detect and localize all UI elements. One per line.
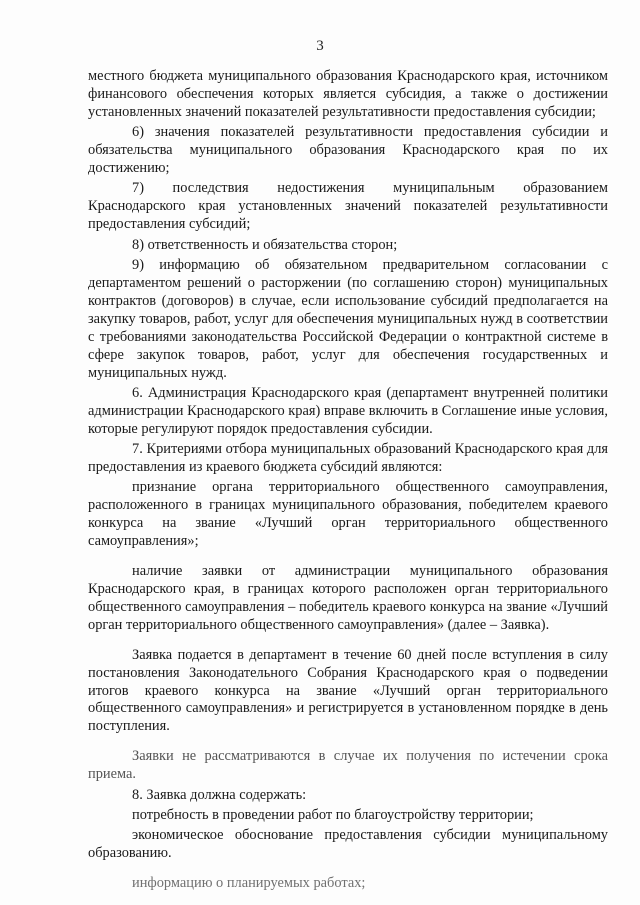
paragraph-requirement-1: потребность в проведении работ по благоустройству территории; bbox=[132, 806, 534, 823]
paragraph-item-6: 6) значения показателей результативности предоставления субсидии и обязательства муниципального образования Краснодарского края по их достижению; bbox=[88, 124, 608, 177]
paragraph-item-8: 8) ответственность и обязательства сторон; bbox=[132, 236, 398, 253]
paragraph-item-9: 9) информацию об обязательном предварительном согласовании с департаментом решений о расторжении (по соглашению сторон) муниципальных контрактов (договоров) в случае, если использование субсидий предполагается на закупку товаров, работ, услуг для обеспечения муниципальных нужд в соответствии с требованиями законодательства Российской Федерации о контрактной системе в сфере закупок товаров, работ, услуг для обеспечения государственных и муниципальных нужд. bbox=[88, 257, 608, 381]
paragraph-continuation: местного бюджета муниципального образования Краснодарского края, источником финансового обеспечения которых является субсидия, а также о достижении установленных значений показателей результативности предоставления субсидии; bbox=[88, 68, 608, 120]
page-number: 3 bbox=[316, 38, 324, 54]
paragraph-requirement-3: информацию о планируемых работах; bbox=[132, 875, 366, 892]
paragraph-item-7: 7) последствия недостижения муниципальным образованием Краснодарского края установленных значений показателей результативности предоставления субсидий; bbox=[88, 180, 608, 233]
paragraph-requirement-2: экономическое обоснование предоставления субсидии муниципальному образованию. bbox=[88, 827, 608, 862]
paragraph-application-deadline: Заявка подается в департамент в течение 60 дней после вступления в силу постановления Законодательного Собрания Краснодарского края о подведении итогов краевого конкурса на звание «Лучший орган территориального общественного самоуправления» и регистрируется в установленном порядке в день поступления. bbox=[88, 646, 608, 735]
paragraph-application-rejection: Заявки не рассматриваются в случае их получения по истечении срока приема. bbox=[88, 748, 608, 783]
paragraph-criterion-2: наличие заявки от администрации муниципального образования Краснодарского края, в границах которого расположен орган территориального общественного самоуправления – победитель краевого конкурса на звание «Лучший орган территориального общественного самоуправления» (далее – Заявка). bbox=[88, 563, 608, 633]
paragraph-section-7: 7. Критериями отбора муниципальных образований Краснодарского края для предоставления из краевого бюджета субсидий являются: bbox=[88, 441, 608, 476]
paragraph-section-6: 6. Администрация Краснодарского края (департамент внутренней политики администрации Краснодарского края) вправе включить в Соглашение иные условия, которые регулируют порядок предоставления субсидии. bbox=[88, 384, 608, 437]
paragraph-criterion-1: признание органа территориального общественного самоуправления, расположенного в границах муниципального образования, победителем краевого конкурса на звание «Лучший орган территориального общественного самоуправления»; bbox=[88, 479, 608, 550]
document-body bbox=[88, 68, 608, 896]
paragraph-section-8: 8. Заявка должна содержать: bbox=[132, 786, 307, 803]
